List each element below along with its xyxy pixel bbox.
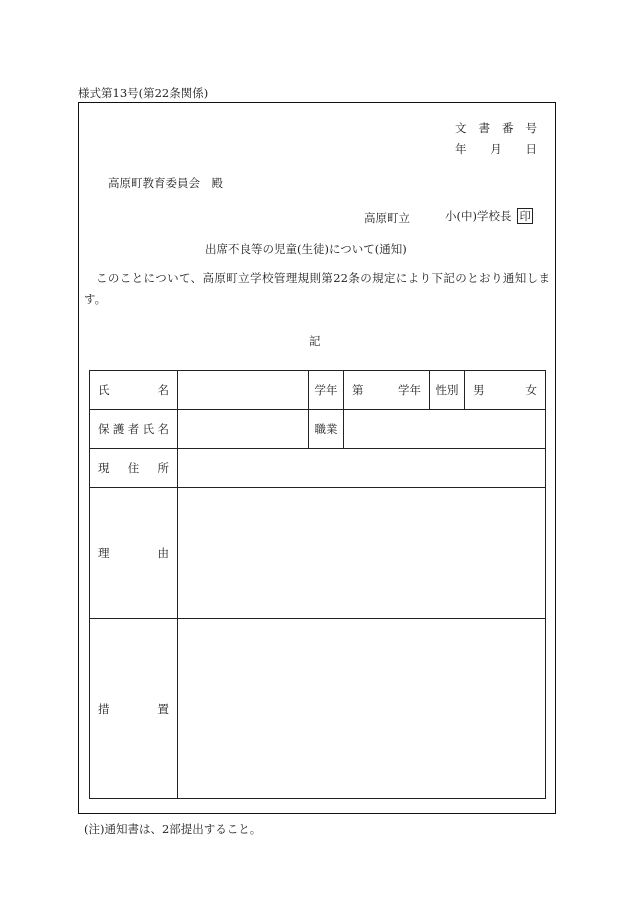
measure-cell [178, 619, 546, 799]
ki-heading: 記 [309, 334, 321, 348]
reason-cell [178, 488, 546, 619]
address-cell [178, 449, 546, 488]
row-student [90, 371, 546, 410]
grade-prefix: 第 [352, 383, 364, 397]
body-text: このことについて、高原町立学校管理規則第22条の規定により下記のとおり通知します。 [84, 271, 550, 306]
footnote: (注)通知書は、2部提出すること。 [84, 822, 262, 836]
sender-school: 小(中)学校長 印 [445, 209, 531, 223]
measure-label: 措置 [90, 619, 178, 799]
gender-female: 女 [525, 383, 537, 397]
notice-title: 出席不良等の児童(生徒)について(通知) [205, 242, 407, 256]
guardian-label: 保護者氏名 [90, 410, 178, 449]
seal-stamp: 印 [519, 209, 531, 223]
row-guardian [90, 410, 546, 449]
row-measure [90, 619, 546, 799]
date-label: 年 月 日 [455, 142, 537, 156]
grade-label: 学年 [309, 371, 344, 410]
gender-male: 男 [473, 383, 485, 397]
grade-cell [344, 371, 430, 410]
form-reference: 様式第13号(第22条関係) [78, 86, 209, 100]
grade-suffix: 学年 [398, 383, 421, 397]
address-label: 現住所 [90, 449, 178, 488]
sender-town: 高原町立 [364, 211, 410, 225]
gender-label: 性別 [430, 371, 465, 410]
document-number-label: 文 書 番 号 [455, 121, 537, 135]
occupation-cell [344, 410, 546, 449]
row-reason [90, 488, 546, 619]
reason-label: 理由 [90, 488, 178, 619]
guardian-cell [178, 410, 309, 449]
notice-form-table [89, 370, 546, 799]
addressee: 高原町教育委員会 殿 [108, 176, 223, 190]
row-address [90, 449, 546, 488]
gender-cell [465, 371, 546, 410]
name-cell [178, 371, 309, 410]
name-label: 氏名 [90, 371, 178, 410]
occupation-label: 職業 [309, 410, 344, 449]
